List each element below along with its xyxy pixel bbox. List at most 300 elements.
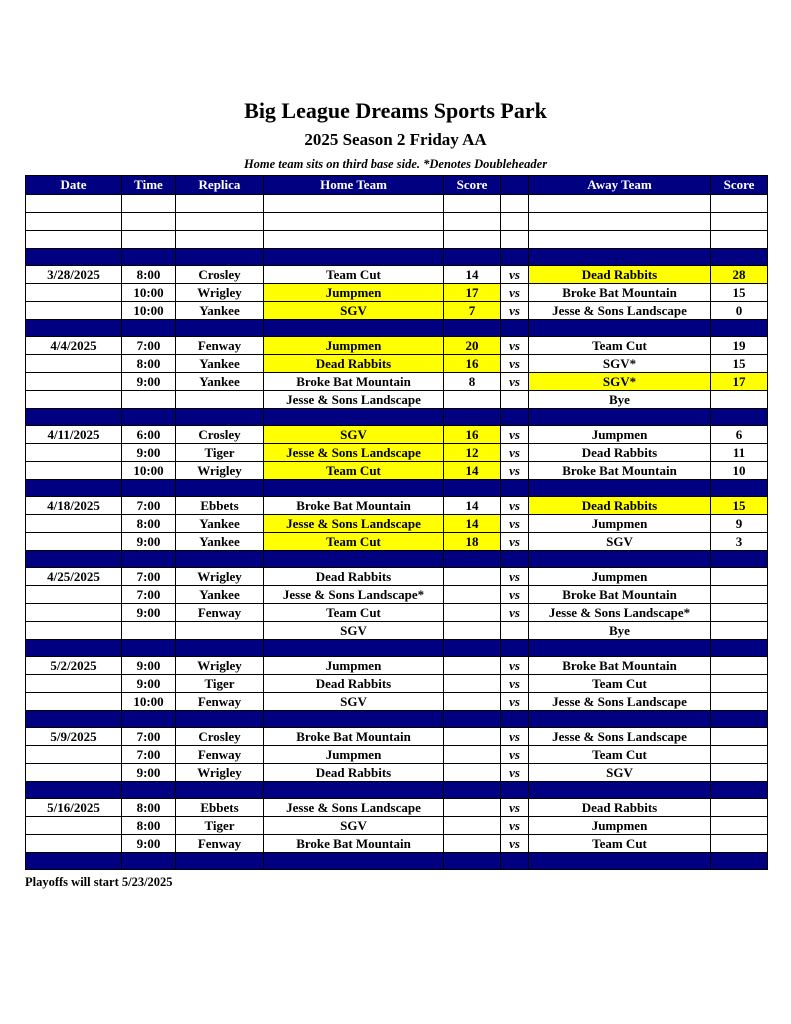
home-score: 20: [444, 337, 501, 355]
separator-cell: [176, 320, 264, 337]
vs-label: vs: [501, 746, 529, 764]
game-time: 7:00: [122, 337, 176, 355]
vs-label: vs: [501, 373, 529, 391]
away-score: 3: [711, 533, 768, 551]
separator-cell: [711, 711, 768, 728]
separator-cell: [176, 782, 264, 799]
home-score: [444, 817, 501, 835]
game-time: 7:00: [122, 746, 176, 764]
vs-label: vs: [501, 426, 529, 444]
header-row: [26, 176, 768, 195]
game-time: 8:00: [122, 817, 176, 835]
separator-cell: [122, 249, 176, 266]
game-replica: Yankee: [176, 586, 264, 604]
vs-label: vs: [501, 462, 529, 480]
separator-cell: [444, 249, 501, 266]
game-row: [26, 817, 768, 835]
separator-cell: [26, 249, 122, 266]
vs-label: vs: [501, 266, 529, 284]
away-score: 11: [711, 444, 768, 462]
game-time: 10:00: [122, 462, 176, 480]
separator-cell: [501, 320, 529, 337]
game-date: [26, 373, 122, 391]
game-time: 8:00: [122, 355, 176, 373]
separator-cell: [26, 320, 122, 337]
separator-cell: [176, 480, 264, 497]
separator-cell: [264, 853, 444, 870]
empty-cell: [264, 231, 444, 249]
home-team: Dead Rabbits: [264, 675, 444, 693]
col-header-date: Date: [26, 176, 122, 195]
home-team: Jumpmen: [264, 746, 444, 764]
away-team: Team Cut: [529, 746, 711, 764]
game-replica: Fenway: [176, 746, 264, 764]
away-score: 28: [711, 266, 768, 284]
away-score: 17: [711, 373, 768, 391]
game-date: [26, 604, 122, 622]
game-date: 3/28/2025: [26, 266, 122, 284]
separator-cell: [529, 782, 711, 799]
game-row: [26, 426, 768, 444]
away-team: Broke Bat Mountain: [529, 586, 711, 604]
vs-label: vs: [501, 355, 529, 373]
away-team: Dead Rabbits: [529, 266, 711, 284]
home-team: Jesse & Sons Landscape: [264, 444, 444, 462]
game-time: 7:00: [122, 497, 176, 515]
game-row: [26, 622, 768, 640]
game-time: 9:00: [122, 764, 176, 782]
home-team: SGV: [264, 622, 444, 640]
home-score: 14: [444, 462, 501, 480]
separator-cell: [501, 480, 529, 497]
home-team: SGV: [264, 302, 444, 320]
vs-label: vs: [501, 444, 529, 462]
page-title: Big League Dreams Sports Park: [244, 98, 547, 123]
game-date: [26, 835, 122, 853]
home-score: 17: [444, 284, 501, 302]
game-time: 10:00: [122, 693, 176, 711]
home-team: Team Cut: [264, 604, 444, 622]
vs-label: vs: [501, 728, 529, 746]
home-score: [444, 799, 501, 817]
home-team: Team Cut: [264, 266, 444, 284]
game-time: 9:00: [122, 444, 176, 462]
separator-cell: [501, 409, 529, 426]
game-row: [26, 284, 768, 302]
home-team: SGV: [264, 817, 444, 835]
separator-cell: [176, 409, 264, 426]
away-team: Jesse & Sons Landscape: [529, 302, 711, 320]
separator-cell: [264, 551, 444, 568]
game-replica: Crosley: [176, 266, 264, 284]
col-header-home-score: Score: [444, 176, 501, 195]
game-row: [26, 444, 768, 462]
away-team: Dead Rabbits: [529, 497, 711, 515]
game-date: [26, 515, 122, 533]
home-score: [444, 728, 501, 746]
blank-row: [26, 231, 768, 249]
empty-cell: [176, 213, 264, 231]
week-separator: [26, 320, 768, 337]
game-replica: Yankee: [176, 373, 264, 391]
empty-cell: [711, 231, 768, 249]
game-date: [26, 284, 122, 302]
separator-cell: [264, 409, 444, 426]
empty-cell: [529, 195, 711, 213]
game-date: [26, 533, 122, 551]
away-team: Jumpmen: [529, 426, 711, 444]
empty-cell: [122, 231, 176, 249]
game-row: [26, 835, 768, 853]
away-team: Jumpmen: [529, 515, 711, 533]
separator-cell: [122, 320, 176, 337]
game-replica: Fenway: [176, 337, 264, 355]
home-team: Jesse & Sons Landscape: [264, 391, 444, 409]
game-replica: Wrigley: [176, 462, 264, 480]
home-team: Team Cut: [264, 462, 444, 480]
game-time: 9:00: [122, 675, 176, 693]
away-team: Dead Rabbits: [529, 444, 711, 462]
away-team: Broke Bat Mountain: [529, 657, 711, 675]
game-row: [26, 266, 768, 284]
game-time: 10:00: [122, 284, 176, 302]
empty-cell: [122, 213, 176, 231]
week-separator: [26, 249, 768, 266]
game-time: 8:00: [122, 266, 176, 284]
away-team: Jumpmen: [529, 817, 711, 835]
vs-label: vs: [501, 657, 529, 675]
away-score: [711, 693, 768, 711]
home-score: [444, 675, 501, 693]
separator-cell: [711, 551, 768, 568]
home-team: Dead Rabbits: [264, 764, 444, 782]
away-team: SGV: [529, 533, 711, 551]
away-score: 19: [711, 337, 768, 355]
home-score: [444, 764, 501, 782]
vs-label: [501, 622, 529, 640]
empty-cell: [711, 195, 768, 213]
away-score: 0: [711, 302, 768, 320]
away-score: [711, 622, 768, 640]
home-score: 14: [444, 266, 501, 284]
empty-cell: [444, 231, 501, 249]
col-header-vs: [501, 176, 529, 195]
game-replica: Yankee: [176, 355, 264, 373]
game-replica: Ebbets: [176, 799, 264, 817]
separator-cell: [711, 853, 768, 870]
empty-cell: [176, 231, 264, 249]
separator-cell: [26, 409, 122, 426]
empty-cell: [501, 231, 529, 249]
week-separator: [26, 409, 768, 426]
home-score: [444, 622, 501, 640]
away-team: Bye: [529, 622, 711, 640]
empty-cell: [264, 213, 444, 231]
home-score: [444, 568, 501, 586]
separator-cell: [501, 711, 529, 728]
game-replica: Tiger: [176, 817, 264, 835]
week-separator: [26, 551, 768, 568]
game-date: 4/18/2025: [26, 497, 122, 515]
away-team: SGV*: [529, 373, 711, 391]
home-score: [444, 693, 501, 711]
empty-cell: [176, 195, 264, 213]
home-team: Jesse & Sons Landscape*: [264, 586, 444, 604]
separator-cell: [444, 711, 501, 728]
away-score: [711, 568, 768, 586]
game-date: [26, 462, 122, 480]
away-score: 15: [711, 284, 768, 302]
separator-cell: [444, 853, 501, 870]
away-team: Team Cut: [529, 835, 711, 853]
home-score: [444, 746, 501, 764]
game-replica: Yankee: [176, 533, 264, 551]
game-replica: Wrigley: [176, 568, 264, 586]
home-team-note: Home team sits on third base side. *Denotes Doubleheader: [243, 157, 548, 171]
schedule-body: [26, 195, 768, 870]
game-time: 9:00: [122, 657, 176, 675]
separator-cell: [529, 480, 711, 497]
home-team: SGV: [264, 693, 444, 711]
separator-cell: [529, 320, 711, 337]
game-row: [26, 728, 768, 746]
game-date: [26, 764, 122, 782]
separator-cell: [711, 249, 768, 266]
game-time: 8:00: [122, 799, 176, 817]
col-header-time: Time: [122, 176, 176, 195]
home-score: 18: [444, 533, 501, 551]
separator-cell: [122, 711, 176, 728]
game-replica: Tiger: [176, 675, 264, 693]
game-row: [26, 675, 768, 693]
away-score: [711, 675, 768, 693]
game-time: 7:00: [122, 568, 176, 586]
game-replica: Ebbets: [176, 497, 264, 515]
empty-cell: [529, 213, 711, 231]
away-team: Jesse & Sons Landscape: [529, 728, 711, 746]
game-time: 7:00: [122, 586, 176, 604]
separator-cell: [122, 551, 176, 568]
separator-cell: [264, 249, 444, 266]
week-separator: [26, 711, 768, 728]
empty-cell: [444, 213, 501, 231]
game-time: [122, 622, 176, 640]
separator-cell: [711, 320, 768, 337]
away-team: Team Cut: [529, 337, 711, 355]
home-team: Jumpmen: [264, 284, 444, 302]
game-row: [26, 337, 768, 355]
separator-cell: [711, 640, 768, 657]
away-team: Bye: [529, 391, 711, 409]
game-replica: Yankee: [176, 515, 264, 533]
separator-cell: [26, 551, 122, 568]
game-row: [26, 764, 768, 782]
away-team: Broke Bat Mountain: [529, 462, 711, 480]
vs-label: vs: [501, 302, 529, 320]
game-time: 7:00: [122, 728, 176, 746]
separator-cell: [122, 640, 176, 657]
home-score: 12: [444, 444, 501, 462]
game-row: [26, 302, 768, 320]
vs-label: vs: [501, 817, 529, 835]
game-date: [26, 586, 122, 604]
away-team: Jesse & Sons Landscape: [529, 693, 711, 711]
game-row: [26, 568, 768, 586]
game-row: [26, 657, 768, 675]
home-score: [444, 586, 501, 604]
week-separator: [26, 782, 768, 799]
separator-cell: [122, 409, 176, 426]
vs-label: vs: [501, 337, 529, 355]
col-header-away-score: Score: [711, 176, 768, 195]
home-team: Jumpmen: [264, 337, 444, 355]
separator-cell: [529, 853, 711, 870]
home-score: [444, 391, 501, 409]
game-replica: Wrigley: [176, 657, 264, 675]
game-replica: Wrigley: [176, 284, 264, 302]
home-team: Jesse & Sons Landscape: [264, 515, 444, 533]
game-date: 4/4/2025: [26, 337, 122, 355]
separator-cell: [529, 409, 711, 426]
home-score: 7: [444, 302, 501, 320]
separator-cell: [122, 853, 176, 870]
game-row: [26, 586, 768, 604]
game-replica: Tiger: [176, 444, 264, 462]
separator-cell: [26, 640, 122, 657]
separator-cell: [264, 711, 444, 728]
game-date: [26, 622, 122, 640]
game-replica: [176, 622, 264, 640]
col-header-away-team: Away Team: [529, 176, 711, 195]
game-replica: Fenway: [176, 604, 264, 622]
separator-cell: [529, 640, 711, 657]
vs-label: vs: [501, 284, 529, 302]
vs-label: vs: [501, 604, 529, 622]
game-replica: Fenway: [176, 693, 264, 711]
separator-cell: [444, 480, 501, 497]
away-score: [711, 835, 768, 853]
game-date: 5/16/2025: [26, 799, 122, 817]
away-team: Jesse & Sons Landscape*: [529, 604, 711, 622]
away-score: [711, 586, 768, 604]
empty-cell: [501, 213, 529, 231]
week-separator: [26, 480, 768, 497]
separator-cell: [444, 551, 501, 568]
empty-cell: [26, 213, 122, 231]
game-row: [26, 533, 768, 551]
vs-label: vs: [501, 568, 529, 586]
home-team: Broke Bat Mountain: [264, 497, 444, 515]
home-score: 16: [444, 426, 501, 444]
away-team: Jumpmen: [529, 568, 711, 586]
separator-cell: [529, 711, 711, 728]
separator-cell: [711, 782, 768, 799]
game-date: 5/2/2025: [26, 657, 122, 675]
game-row: [26, 462, 768, 480]
game-date: [26, 817, 122, 835]
separator-cell: [529, 249, 711, 266]
home-score: [444, 835, 501, 853]
playoffs-note: Playoffs will start 5/23/2025: [25, 875, 173, 889]
away-score: [711, 391, 768, 409]
game-row: [26, 355, 768, 373]
blank-row: [26, 213, 768, 231]
game-row: [26, 373, 768, 391]
game-replica: Crosley: [176, 426, 264, 444]
game-date: [26, 746, 122, 764]
separator-cell: [122, 480, 176, 497]
game-date: [26, 302, 122, 320]
week-separator: [26, 853, 768, 870]
separator-cell: [501, 249, 529, 266]
game-time: 9:00: [122, 835, 176, 853]
vs-label: [501, 391, 529, 409]
home-team: Team Cut: [264, 533, 444, 551]
game-date: 5/9/2025: [26, 728, 122, 746]
home-team: Dead Rabbits: [264, 568, 444, 586]
empty-cell: [711, 213, 768, 231]
separator-cell: [176, 711, 264, 728]
home-team: Dead Rabbits: [264, 355, 444, 373]
home-team: Broke Bat Mountain: [264, 373, 444, 391]
empty-cell: [264, 195, 444, 213]
separator-cell: [264, 320, 444, 337]
home-score: 8: [444, 373, 501, 391]
separator-cell: [501, 640, 529, 657]
game-row: [26, 515, 768, 533]
away-score: [711, 764, 768, 782]
home-team: Jesse & Sons Landscape: [264, 799, 444, 817]
away-team: Broke Bat Mountain: [529, 284, 711, 302]
col-header-replica: Replica: [176, 176, 264, 195]
separator-cell: [444, 782, 501, 799]
home-score: 14: [444, 515, 501, 533]
game-time: 9:00: [122, 373, 176, 391]
blank-row: [26, 195, 768, 213]
separator-cell: [264, 480, 444, 497]
away-team: Team Cut: [529, 675, 711, 693]
separator-cell: [176, 640, 264, 657]
separator-cell: [264, 782, 444, 799]
schedule-table: [25, 175, 768, 870]
game-time: 10:00: [122, 302, 176, 320]
away-score: 15: [711, 497, 768, 515]
away-score: [711, 728, 768, 746]
game-replica: Yankee: [176, 302, 264, 320]
vs-label: vs: [501, 675, 529, 693]
separator-cell: [26, 853, 122, 870]
away-score: [711, 746, 768, 764]
home-score: 14: [444, 497, 501, 515]
away-team: SGV*: [529, 355, 711, 373]
home-team: Broke Bat Mountain: [264, 835, 444, 853]
separator-cell: [444, 640, 501, 657]
separator-cell: [26, 480, 122, 497]
away-score: 6: [711, 426, 768, 444]
game-replica: Crosley: [176, 728, 264, 746]
separator-cell: [26, 711, 122, 728]
separator-cell: [444, 409, 501, 426]
game-replica: Wrigley: [176, 764, 264, 782]
separator-cell: [264, 640, 444, 657]
empty-cell: [444, 195, 501, 213]
game-time: 8:00: [122, 515, 176, 533]
home-team: Broke Bat Mountain: [264, 728, 444, 746]
week-separator: [26, 640, 768, 657]
game-date: [26, 355, 122, 373]
game-replica: Fenway: [176, 835, 264, 853]
empty-cell: [26, 231, 122, 249]
